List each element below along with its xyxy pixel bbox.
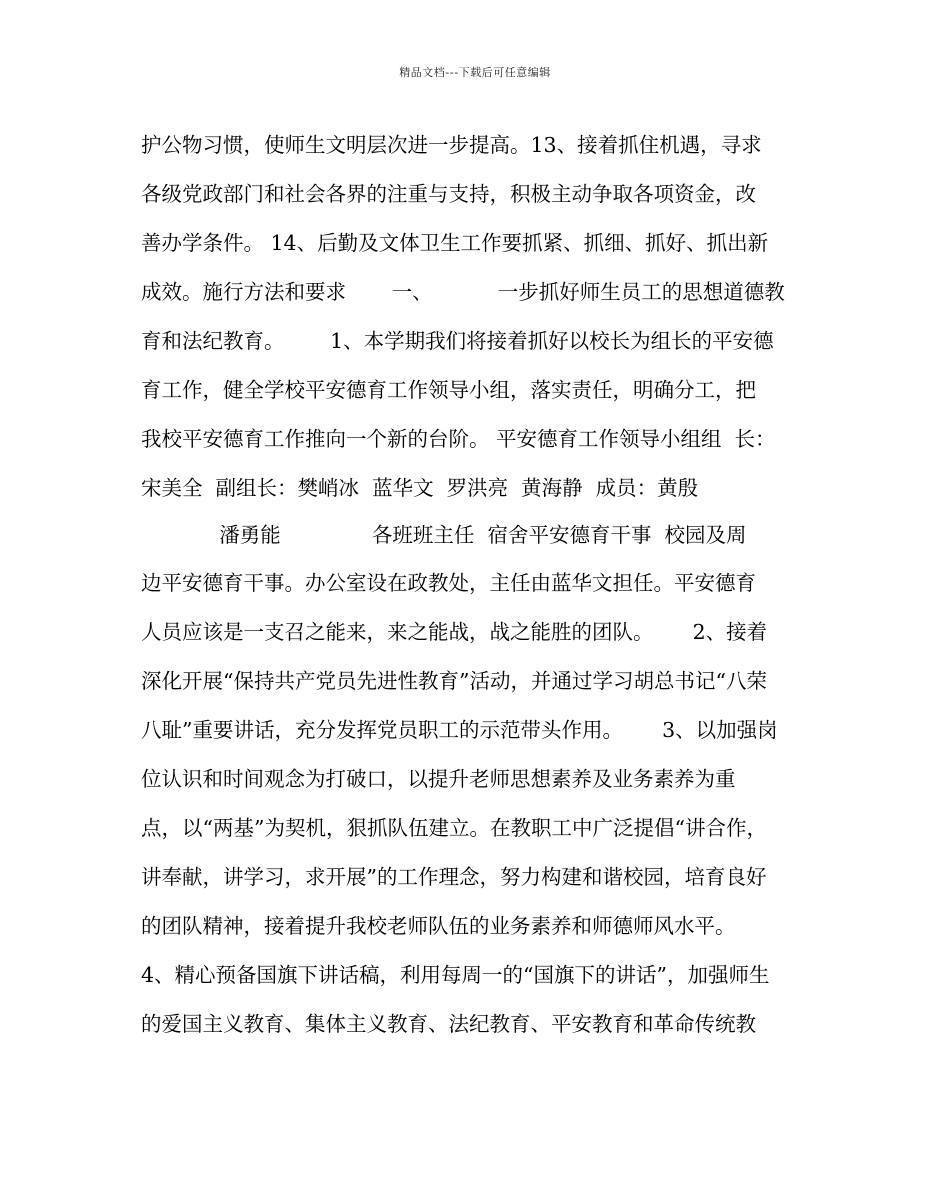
text-line: 深化开展“保持共产党员先进性教育”活动，并通过学习胡总书记“八荣 bbox=[141, 669, 767, 693]
text-line: 成效。施行方法和要求 一、 一步抓好师生员工的思想道德教 bbox=[141, 280, 785, 304]
text-line: 我校平安德育工作推向一个新的台阶。 平安德育工作领导小组组 长： bbox=[141, 427, 776, 451]
text-line: 讲奉献，讲学习，求开展”的工作理念，努力构建和谐校园，培育良好 bbox=[141, 865, 767, 889]
text-line: 宋美全 副组长：樊峭冰 蓝华文 罗洪亮 黄海静 成员：黄殷 bbox=[141, 476, 699, 500]
text-line: 各级党政部门和社会各界的注重与支持，积极主动争取各项资金，改 bbox=[141, 182, 756, 206]
text-line: 善办学条件。 14、后勤及文体卫生工作要抓紧、抓细、抓好、抓出新 bbox=[141, 231, 769, 255]
text-line: 4、精心预备国旗下讲话稿，利用每周一的“国旗下的讲话”，加强师生 bbox=[141, 963, 770, 987]
text-line: 育工作，健全学校平安德育工作领导小组，落实责任，明确分工，把 bbox=[141, 378, 756, 402]
text-line: 位认识和时间观念为打破口，以提升老师思想素养及业务素养为重 bbox=[141, 767, 736, 791]
text-line: 护公物习惯，使师生文明层次进一步提高。13、接着抓住机遇，寻求 bbox=[141, 133, 762, 157]
text-line: 潘勇能 各班班主任 宿舍平安德育干事 校园及周 bbox=[141, 523, 747, 547]
text-line: 八耻”重要讲话，充分发挥党员职工的示范带头作用。 3、以加强岗 bbox=[141, 718, 778, 742]
text-line: 的爱国主义教育、集体主义教育、法纪教育、平安教育和革命传统教 bbox=[141, 1012, 756, 1036]
text-line: 人员应该是一支召之能来，来之能战，战之能胜的团队。 2、接着 bbox=[141, 620, 768, 644]
page-header: 精品文档---下载后可任意编辑 bbox=[399, 66, 551, 79]
text-line: 边平安德育干事。办公室设在政教处，主任由蓝华文担任。平安德育 bbox=[141, 571, 756, 595]
text-line: 育和法纪教育。 1、本学期我们将接着抓好以校长为组长的平安德 bbox=[141, 329, 774, 353]
text-line: 的团队精神，接着提升我校老师队伍的业务素养和师德师风水平。 bbox=[141, 914, 736, 938]
text-line: 点，以“两基”为契机，狠抓队伍建立。在教职工中广泛提倡“讲合作， bbox=[141, 816, 767, 840]
